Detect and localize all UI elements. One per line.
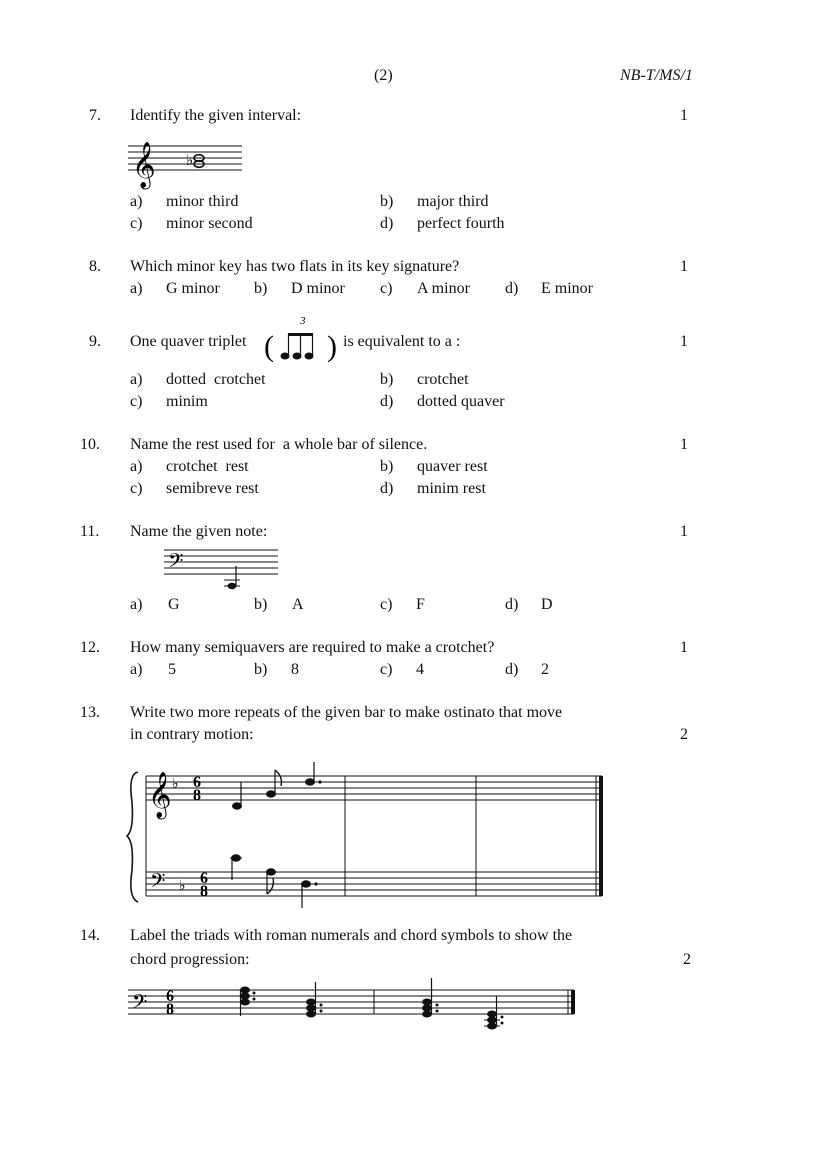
question-number: 13. [80, 704, 100, 721]
option-letter: d) [380, 215, 394, 232]
option-letter: a) [130, 280, 143, 297]
question-marks: 1 [680, 107, 688, 124]
option-text: 5 [168, 661, 176, 678]
option-letter: a) [130, 193, 143, 210]
option-letter: c) [130, 393, 143, 410]
chord-note-icon [488, 1011, 497, 1017]
option-text: 8 [291, 661, 299, 678]
option-letter: a) [130, 371, 143, 388]
time-sig-bottom: 8 [193, 787, 201, 804]
option-text: quaver rest [417, 458, 488, 475]
option-letter: d) [505, 661, 519, 678]
option-text: G [168, 596, 180, 613]
question-text: Write two more repeats of the given bar to make ostinato that move [130, 704, 563, 721]
question-number: 11. [80, 523, 100, 540]
flat-icon: ♭ [172, 777, 179, 792]
treble-clef-icon: 𝄞 [148, 772, 172, 817]
paper-code: NB-T/MS/1 [620, 67, 693, 84]
question-number: 7. [89, 107, 101, 124]
option-text: minor second [166, 215, 253, 232]
option-letter: b) [380, 371, 394, 388]
question-marks: 1 [680, 436, 688, 453]
question-marks: 1 [680, 258, 688, 275]
bass-note-staff [164, 544, 282, 594]
option-text: semibreve rest [166, 480, 259, 497]
quaver-note-icon [293, 353, 301, 359]
time-sig-bottom: 8 [200, 883, 208, 900]
quaver-note-icon [305, 353, 313, 359]
quaver-note-icon [267, 791, 276, 797]
interval-staff [128, 138, 244, 190]
bass-clef-icon: 𝄢 [150, 871, 166, 897]
brace-icon [127, 772, 138, 902]
question-text: Which minor key has two flats in its key signature? [130, 258, 460, 275]
option-text: minim rest [417, 480, 486, 497]
question-number: 8. [89, 258, 101, 275]
option-letter: c) [130, 215, 143, 232]
option-text: G minor [166, 280, 220, 297]
question-text-line2: in contrary motion: [130, 726, 254, 743]
option-text: D [541, 596, 553, 613]
option-letter: d) [380, 480, 394, 497]
page-number: (2) [374, 67, 393, 84]
option-letter: c) [130, 480, 143, 497]
question-number: 14. [80, 927, 100, 944]
bass-clef-icon: 𝄢 [168, 551, 184, 577]
beam-icon [288, 333, 313, 336]
question-marks: 1 [680, 523, 688, 540]
question-number: 10. [80, 436, 100, 453]
bass-chord-staff [128, 974, 580, 1040]
question-number: 9. [89, 333, 101, 350]
question-marks: 1 [680, 639, 688, 656]
option-letter: c) [380, 280, 393, 297]
option-letter: a) [130, 458, 143, 475]
final-barline [599, 776, 603, 896]
option-text: perfect fourth [417, 215, 505, 232]
question-marks: 1 [680, 333, 688, 350]
question-text: One quaver triplet [130, 333, 247, 350]
flat-icon: ♭ [186, 153, 194, 169]
question-text: Identify the given interval: [130, 107, 302, 124]
option-letter: d) [505, 596, 519, 613]
option-text: major third [417, 193, 489, 210]
option-text: E minor [541, 280, 593, 297]
question-number: 12. [80, 639, 100, 656]
treble-clef-icon: 𝄞 [132, 142, 156, 187]
crotchet-note-icon [232, 855, 241, 861]
option-letter: c) [380, 596, 393, 613]
option-text: D minor [291, 280, 345, 297]
option-letter: b) [380, 458, 394, 475]
crotchet-note-icon [233, 803, 242, 809]
question-text: Label the triads with roman numerals and chord symbols to show the [130, 927, 573, 944]
final-barline [571, 990, 575, 1014]
question-text: Name the given note: [130, 523, 268, 540]
close-paren-icon: ) [327, 330, 337, 363]
option-letter: b) [380, 193, 394, 210]
quaver-note-icon [267, 869, 276, 875]
option-letter: b) [254, 280, 268, 297]
question-marks: 2 [680, 726, 688, 743]
option-letter: d) [505, 280, 519, 297]
option-letter: b) [254, 596, 268, 613]
option-text: dotted crotchet [166, 371, 266, 388]
open-paren-icon: ( [264, 330, 274, 363]
time-sig-top: 6 [166, 988, 174, 1005]
option-text: minim [166, 393, 208, 410]
option-text: 2 [541, 661, 549, 678]
option-letter: d) [380, 393, 394, 410]
question-text-line2: chord progression: [130, 951, 250, 968]
option-text: 4 [416, 661, 424, 678]
grand-staff [126, 760, 612, 912]
chord-note-icon [241, 987, 250, 993]
option-letter: b) [254, 661, 268, 678]
quaver-triplet-figure [264, 312, 340, 364]
chord-note-icon [423, 999, 432, 1005]
bass-clef-icon: 𝄢 [132, 992, 148, 1018]
time-sig-top: 6 [200, 870, 208, 887]
question-text-continued: is equivalent to a : [343, 333, 461, 350]
time-sig-top: 6 [193, 774, 201, 791]
question-marks: 2 [683, 951, 691, 968]
option-text: crotchet [417, 371, 469, 388]
crotchet-note-icon [228, 583, 237, 589]
chord-note-icon [307, 999, 316, 1005]
dotted-crotchet-note-icon [306, 779, 315, 785]
quaver-note-icon [281, 353, 289, 359]
triplet-label: 3 [300, 315, 306, 327]
dotted-crotchet-note-icon [302, 881, 311, 887]
question-text: Name the rest used for a whole bar of silence. [130, 436, 428, 453]
option-letter: a) [130, 661, 143, 678]
time-sig-bottom: 8 [166, 1001, 174, 1018]
flat-icon: ♭ [179, 879, 186, 894]
option-text: A minor [417, 280, 470, 297]
option-letter: c) [380, 661, 393, 678]
option-text: minor third [166, 193, 239, 210]
option-letter: a) [130, 596, 143, 613]
option-text: A [292, 596, 304, 613]
option-text: crotchet rest [166, 458, 249, 475]
option-text: F [416, 596, 425, 613]
option-text: dotted quaver [417, 393, 505, 410]
question-text: How many semiquavers are required to make a crotchet? [130, 639, 495, 656]
